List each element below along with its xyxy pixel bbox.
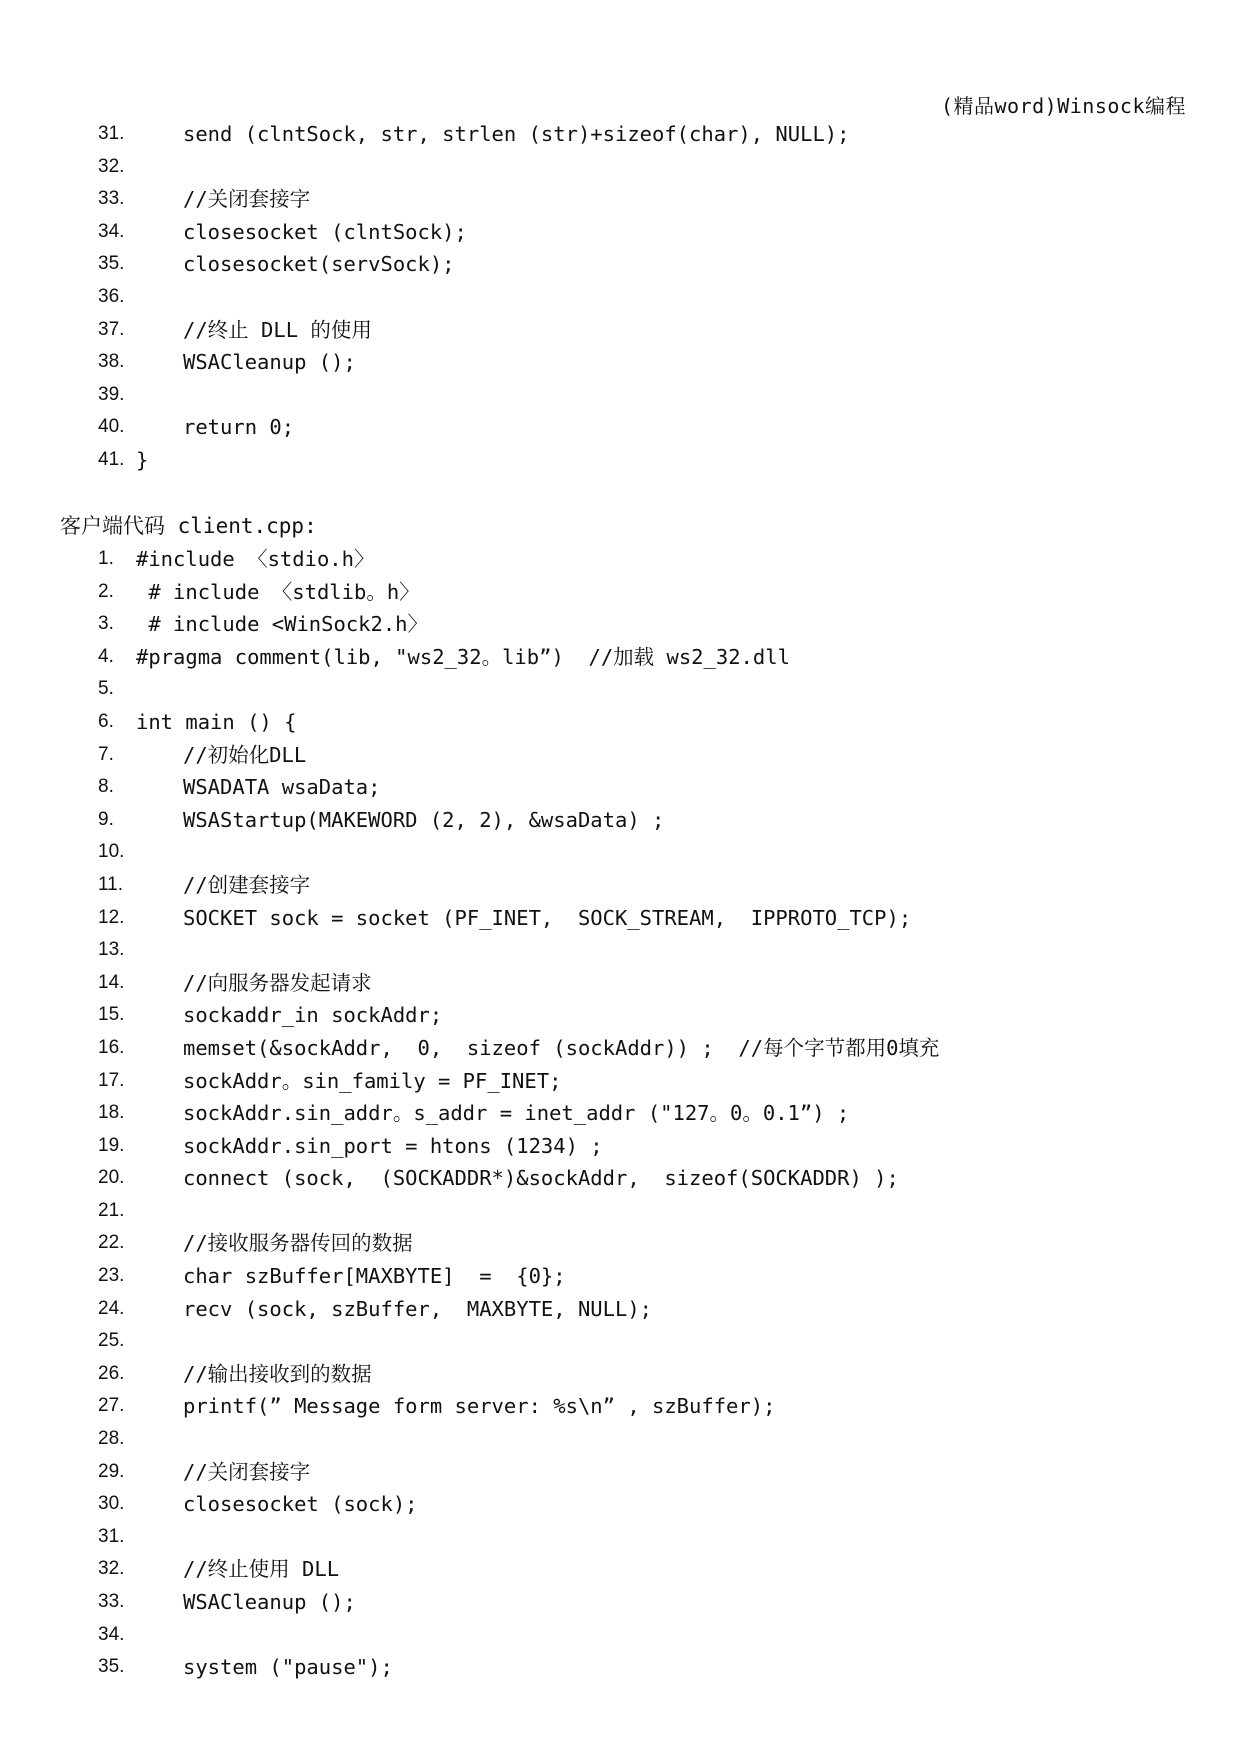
line-number: 30. xyxy=(98,1493,125,1515)
client-section-heading: 客户端代码 client.cpp: xyxy=(60,514,317,538)
line-number: 32. xyxy=(98,1558,125,1580)
line-number: 25. xyxy=(98,1330,125,1352)
code-text: //关闭套接字 xyxy=(183,187,311,212)
line-number: 35. xyxy=(98,253,125,275)
code-line xyxy=(0,1358,1241,1391)
code-text: //初始化DLL xyxy=(183,742,307,767)
page-header-title: (精品word)Winsock编程 xyxy=(940,94,1186,118)
code-text: sockAddr。sin_family = PF_INET; xyxy=(183,1068,562,1093)
line-number: 11. xyxy=(98,873,124,895)
code-text: #include 〈stdio.h〉 xyxy=(136,547,375,571)
server-code-block xyxy=(0,118,1241,477)
code-line xyxy=(0,411,1241,444)
line-number: 16. xyxy=(98,1036,125,1058)
line-number: 31. xyxy=(98,123,125,144)
code-line xyxy=(0,1195,1241,1228)
code-text: //关闭套接字 xyxy=(183,1459,311,1484)
line-number: 32. xyxy=(98,155,125,177)
line-number: 2. xyxy=(98,580,114,602)
code-line xyxy=(0,151,1241,184)
code-line xyxy=(0,739,1241,772)
line-number: 29. xyxy=(98,1460,125,1482)
line-number: 5. xyxy=(98,678,114,700)
line-number: 21. xyxy=(98,1199,125,1221)
code-text: sockAddr.sin_addr。s_addr = inet_addr ("127。0。0.1”) ; xyxy=(183,1101,850,1126)
line-number: 3. xyxy=(98,613,114,635)
code-line xyxy=(0,771,1241,804)
code-line xyxy=(0,1553,1241,1586)
code-text: connect (sock, (SOCKADDR*)&sockAddr, sizeof(SOCKADDR) ); xyxy=(183,1166,899,1191)
code-text: int main () { xyxy=(136,709,297,734)
code-line xyxy=(0,706,1241,739)
code-line xyxy=(0,346,1241,379)
code-line xyxy=(0,641,1241,674)
code-text: recv (sock, szBuffer, MAXBYTE, NULL); xyxy=(183,1296,652,1321)
code-line xyxy=(0,1325,1241,1358)
line-number: 33. xyxy=(98,188,125,210)
line-number: 15. xyxy=(98,1004,125,1026)
line-number: 26. xyxy=(98,1362,125,1384)
code-text: //输出接收到的数据 xyxy=(183,1361,372,1386)
code-text: system ("pause"); xyxy=(183,1655,393,1680)
code-text: //向服务器发起请求 xyxy=(183,970,372,995)
code-text: printf(” Message form server: %s\n” , szBuffer); xyxy=(183,1394,776,1419)
code-text: char szBuffer[MAXBYTE] = {0}; xyxy=(183,1264,566,1289)
code-line xyxy=(0,836,1241,869)
line-number: 35. xyxy=(98,1656,125,1678)
code-line xyxy=(0,314,1241,347)
line-number: 23. xyxy=(98,1265,125,1287)
line-number: 28. xyxy=(98,1428,125,1450)
line-number: 31. xyxy=(98,1525,125,1547)
code-line xyxy=(0,216,1241,249)
code-line xyxy=(0,1097,1241,1130)
code-line xyxy=(0,1065,1241,1098)
code-line xyxy=(0,543,1241,576)
line-number: 37. xyxy=(98,318,125,340)
line-number: 39. xyxy=(98,383,125,405)
code-text: return 0; xyxy=(183,415,295,440)
line-number: 34. xyxy=(98,1623,125,1645)
line-number: 7. xyxy=(98,743,114,765)
code-line xyxy=(0,934,1241,967)
code-text: send (clntSock, str, strlen (str)+sizeof(char), NULL); xyxy=(183,122,850,146)
code-line xyxy=(0,869,1241,902)
code-line xyxy=(0,804,1241,837)
line-number: 10. xyxy=(98,841,125,863)
code-line xyxy=(0,1488,1241,1521)
code-line xyxy=(0,281,1241,314)
line-number: 8. xyxy=(98,776,114,798)
line-number: 22. xyxy=(98,1232,125,1254)
code-line xyxy=(0,1619,1241,1652)
client-code-block xyxy=(0,543,1241,1684)
code-line xyxy=(0,183,1241,216)
line-number: 33. xyxy=(98,1591,125,1612)
code-line xyxy=(0,1293,1241,1326)
code-text: sockAddr.sin_port = htons (1234) ; xyxy=(183,1133,603,1158)
code-text: WSACleanup (); xyxy=(183,1590,356,1614)
code-text: sockaddr_in sockAddr; xyxy=(183,1003,443,1028)
line-number: 20. xyxy=(98,1167,125,1189)
line-number: 12. xyxy=(98,906,125,928)
code-text: //终止 DLL 的使用 xyxy=(183,317,372,342)
code-text: #pragma comment(lib, "ws2_32。lib”) //加载 ws2_32.dll xyxy=(136,644,790,669)
line-number: 24. xyxy=(98,1297,125,1319)
code-line xyxy=(0,576,1241,609)
line-number: 9. xyxy=(98,808,114,830)
code-text: memset(&sockAddr, 0, sizeof (sockAddr)) ; //每个字节都用0填充 xyxy=(183,1035,940,1060)
code-line xyxy=(0,1651,1241,1684)
code-text: # include <WinSock2.h〉 xyxy=(136,612,429,637)
code-line xyxy=(0,379,1241,412)
code-line xyxy=(0,1390,1241,1423)
code-text: closesocket (sock); xyxy=(183,1492,418,1517)
code-text: WSADATA wsaData; xyxy=(183,775,381,800)
line-number: 6. xyxy=(98,710,114,732)
line-number: 14. xyxy=(98,971,125,993)
code-text: //接收服务器传回的数据 xyxy=(183,1231,413,1256)
code-line xyxy=(0,1260,1241,1293)
code-text: closesocket (clntSock); xyxy=(183,219,467,244)
code-line xyxy=(0,902,1241,935)
line-number: 1. xyxy=(98,548,114,569)
code-line xyxy=(0,1227,1241,1260)
code-line xyxy=(0,1521,1241,1554)
code-text: SOCKET sock = socket (PF_INET, SOCK_STREAM, IPPROTO_TCP); xyxy=(183,905,912,930)
code-line xyxy=(0,1162,1241,1195)
code-text: closesocket(servSock); xyxy=(183,252,455,277)
code-line xyxy=(0,999,1241,1032)
code-line xyxy=(0,444,1241,477)
code-line xyxy=(0,1456,1241,1489)
line-number: 34. xyxy=(98,220,125,242)
code-line xyxy=(0,673,1241,706)
code-line xyxy=(0,1586,1241,1619)
code-line xyxy=(0,118,1241,151)
code-text: WSAStartup(MAKEWORD (2, 2), &wsaData) ; xyxy=(183,807,665,832)
code-text: //创建套接字 xyxy=(183,872,311,897)
line-number: 38. xyxy=(98,351,125,373)
line-number: 19. xyxy=(98,1134,125,1156)
line-number: 4. xyxy=(98,645,114,667)
code-line xyxy=(0,1032,1241,1065)
code-line xyxy=(0,1130,1241,1163)
code-line xyxy=(0,1423,1241,1456)
code-text: WSACleanup (); xyxy=(183,350,356,375)
code-line xyxy=(0,967,1241,1000)
line-number: 41. xyxy=(98,448,125,470)
code-text: } xyxy=(136,447,149,472)
code-line xyxy=(0,608,1241,641)
line-number: 17. xyxy=(98,1069,125,1091)
code-text: # include 〈stdlib。h〉 xyxy=(136,579,420,604)
line-number: 13. xyxy=(98,939,125,961)
code-line xyxy=(0,248,1241,281)
line-number: 36. xyxy=(98,285,125,307)
code-text: //终止使用 DLL xyxy=(183,1557,340,1582)
line-number: 40. xyxy=(98,416,125,438)
line-number: 18. xyxy=(98,1102,125,1124)
line-number: 27. xyxy=(98,1395,125,1417)
